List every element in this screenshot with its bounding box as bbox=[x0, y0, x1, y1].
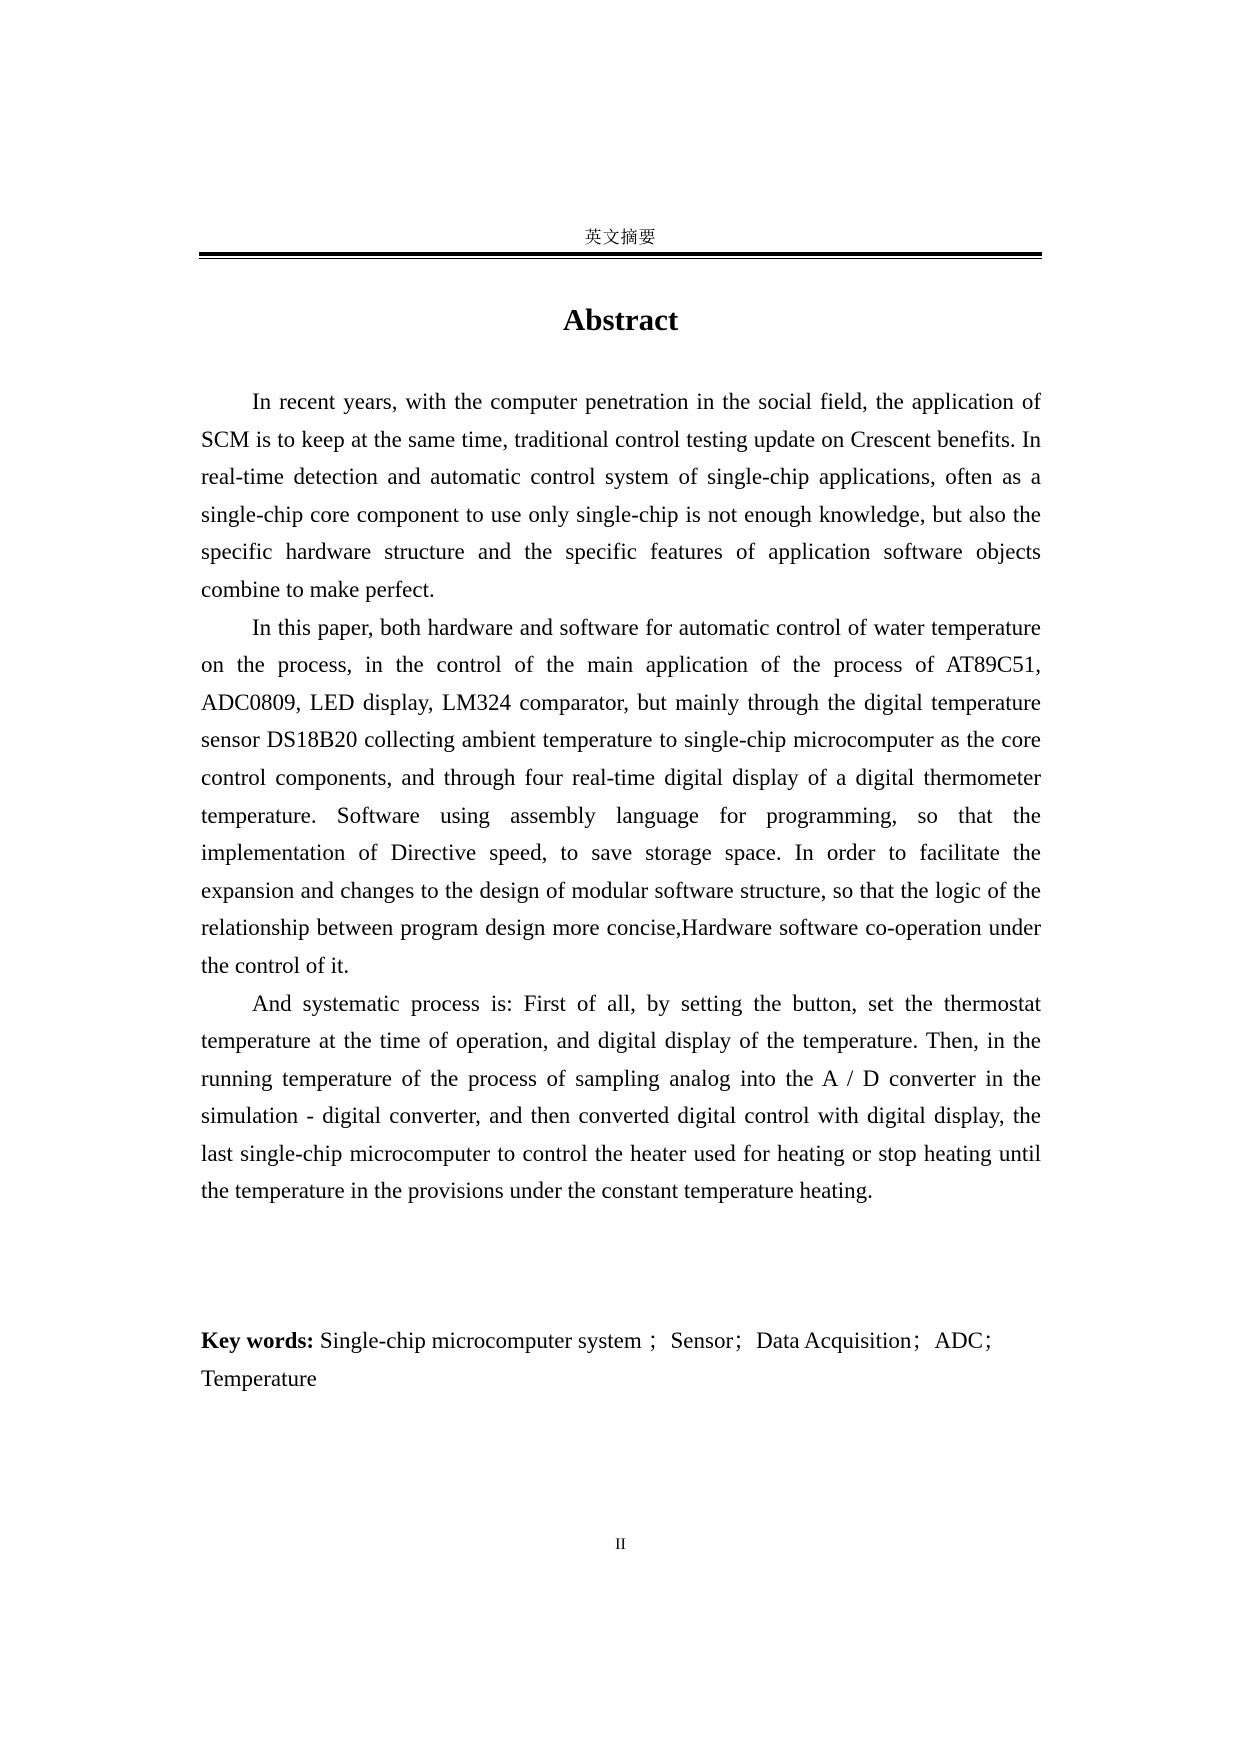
abstract-paragraph-1: In recent years, with the computer penetration in the social field, the application of SCM is to keep at the same time, traditional control testing update on Crescent benefits. In real-time detection and automatic control system of single-chip applications, often as a single-chip core component to use only single-chip is not enough knowledge, but also the specific hardware structure and the specific features of application software objects combine to make perfect. bbox=[201, 389, 1041, 602]
header-rule-thick bbox=[199, 252, 1042, 256]
keywords-text: Single-chip microcomputer system ；Sensor；Data Acquisition；ADC；Temperature bbox=[201, 1328, 1006, 1391]
page-number: II bbox=[615, 1536, 626, 1553]
header-rule-thin bbox=[199, 258, 1042, 259]
abstract-body bbox=[201, 383, 1041, 1210]
abstract-paragraph-2: In this paper, both hardware and software for automatic control of water temperature on the process, in the control of the main application of the process of AT89C51, ADC0809, LED display, LM324 comparator, but mainly through the digital temperature sensor DS18B20 collecting ambient temperature to single-chip microcomputer as the core control components, and through four real-time digital display of a digital thermometer temperature. Software using assembly language for programming, so that the implementation of Directive speed, to save storage space. In order to facilitate the expansion and changes to the design of modular software structure, so that the logic of the relationship between program design more concise,Hardware software co-operation under the control of it. bbox=[201, 614, 1041, 978]
keywords-line bbox=[201, 1322, 1061, 1397]
running-header: 英文摘要 bbox=[584, 228, 657, 247]
abstract-paragraph-3: And systematic process is: First of all, by setting the button, set the thermostat temperature at the time of operation, and digital display of the temperature. Then, in the running temperature of the process of sampling analog into the A / D converter in the simulation - digital converter, and then converted digital control with digital display, the last single-chip microcomputer to control the heater used for heating or stop heating until the temperature in the provisions under the constant temperature heating. bbox=[201, 990, 1041, 1204]
keywords-label: Key words: bbox=[201, 1328, 315, 1353]
abstract-title: Abstract bbox=[562, 302, 679, 337]
